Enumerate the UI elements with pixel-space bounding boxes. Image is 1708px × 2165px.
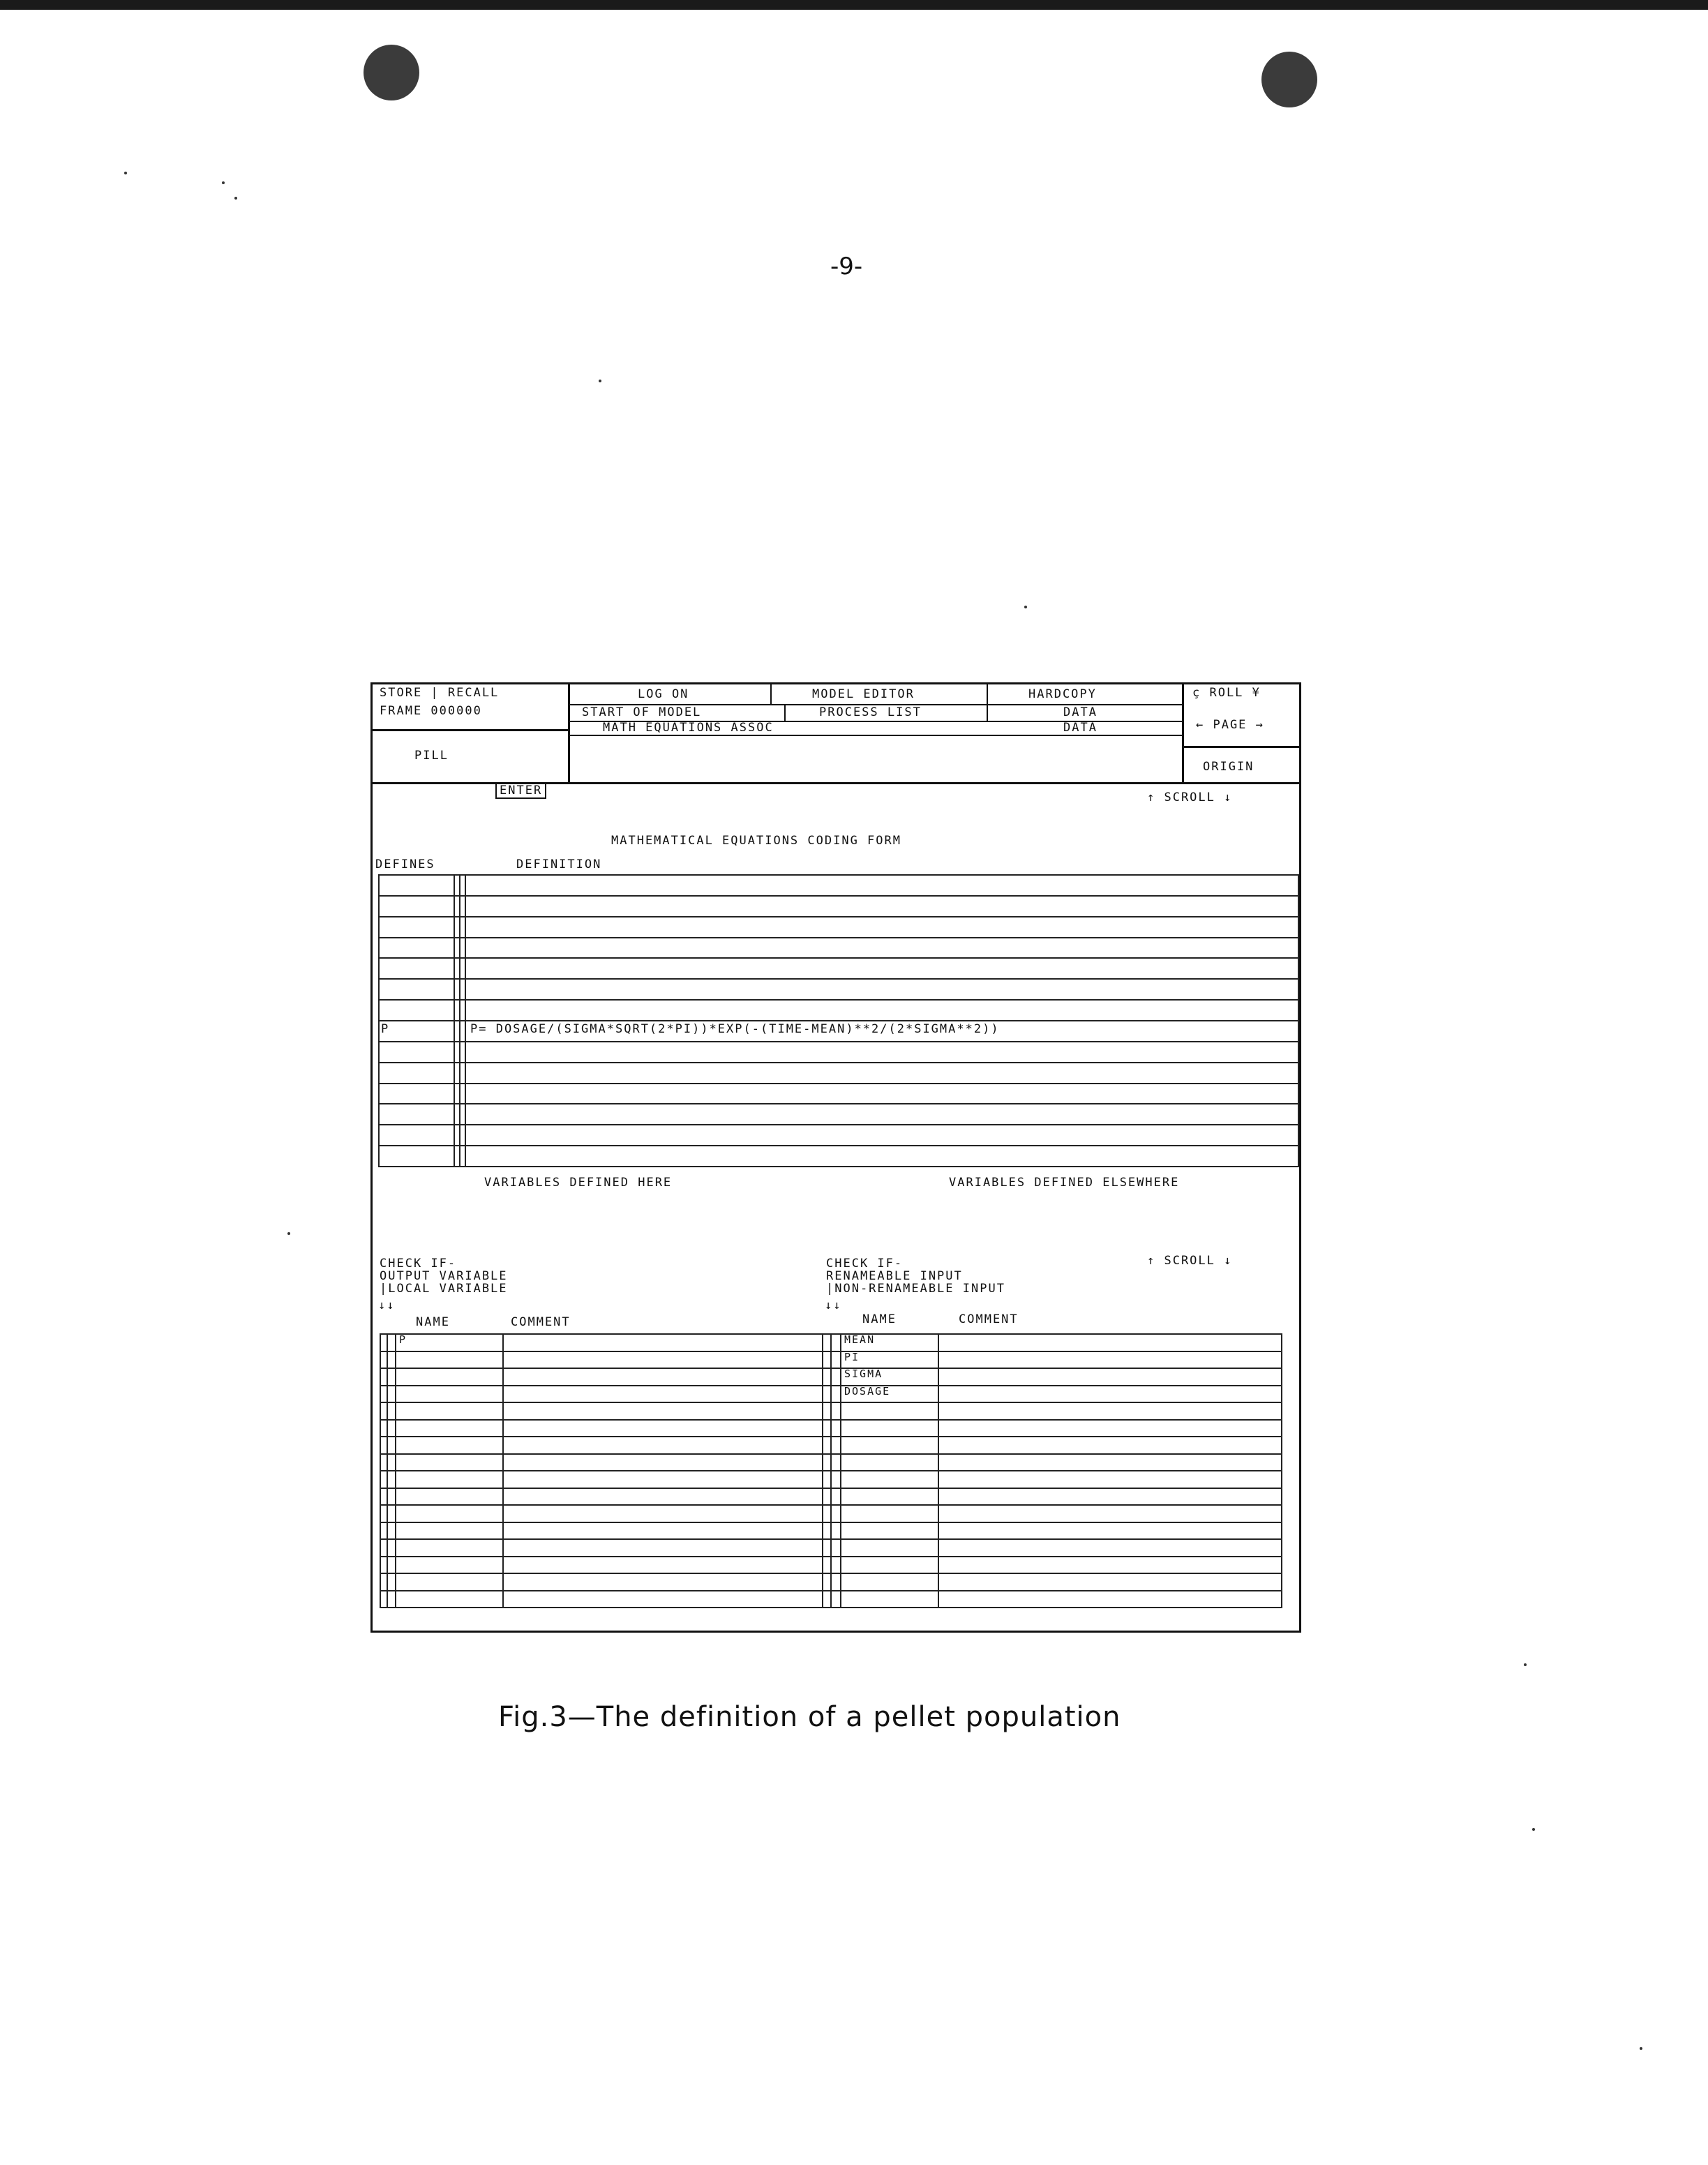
frame-counter: FRAME 000000	[380, 704, 482, 718]
scan-top-edge	[0, 0, 1708, 10]
variable-row-line	[380, 1419, 1282, 1421]
variables-area	[380, 1333, 1282, 1607]
store-recall-button[interactable]: STORE | RECALL	[380, 686, 500, 700]
equation-row-line	[378, 978, 1299, 980]
equation-row-line	[378, 1166, 1299, 1167]
input-variable-name-cell[interactable]: SIGMA	[844, 1368, 883, 1380]
non-renameable-input-label: |NON-RENAMEABLE INPUT	[826, 1282, 1005, 1296]
output-variable-label: OUTPUT VARIABLE	[380, 1269, 508, 1283]
equation-row-line	[378, 957, 1299, 959]
variable-row-line	[380, 1453, 1282, 1455]
scan-speck	[1024, 606, 1027, 608]
variable-row-line	[380, 1436, 1282, 1437]
input-variable-name-cell[interactable]: MEAN	[844, 1333, 876, 1346]
local-variable-name-cell[interactable]: P	[399, 1333, 407, 1346]
model-name: PILL	[414, 749, 449, 763]
equation-row-line	[378, 1145, 1299, 1146]
variable-row-line	[380, 1590, 1282, 1591]
scroll-control-bottom[interactable]: ↑ SCROLL ↓	[1147, 1254, 1233, 1268]
renameable-input-label: RENAMEABLE INPUT	[826, 1269, 963, 1283]
equation-row-line	[378, 1041, 1299, 1042]
terminal-screen	[370, 682, 1301, 1633]
variable-row-line	[380, 1607, 1282, 1608]
equation-row-line	[378, 1083, 1299, 1084]
right-name-header: NAME	[862, 1312, 897, 1326]
equation-row-line	[378, 1020, 1299, 1021]
variable-row-line	[380, 1538, 1282, 1540]
variable-row-line	[380, 1556, 1282, 1557]
equation-defines-cell[interactable]: P	[381, 1022, 390, 1036]
variable-row-line	[380, 1522, 1282, 1523]
scan-speck	[234, 197, 237, 200]
data-label: DATA	[1063, 721, 1098, 735]
right-arrows: ↓↓	[825, 1298, 842, 1312]
roll-button[interactable]: ç ROLL ¥	[1192, 686, 1261, 700]
page-number: -9-	[830, 253, 863, 280]
scan-speck	[1640, 2047, 1642, 2050]
start-of-model-button[interactable]: START OF MODEL	[582, 705, 702, 719]
hardcopy-button[interactable]: HARDCOPY	[1028, 687, 1097, 701]
left-arrows: ↓↓	[378, 1298, 396, 1312]
left-name-header: NAME	[416, 1315, 450, 1329]
right-check-if: CHECK IF-	[826, 1257, 904, 1271]
process-list-button[interactable]: PROCESS LIST	[819, 705, 922, 719]
input-variable-name-cell[interactable]: DOSAGE	[844, 1385, 891, 1398]
input-variable-name-cell[interactable]: PI	[844, 1351, 860, 1363]
left-check-if: CHECK IF-	[380, 1257, 457, 1271]
enter-button[interactable]: ENTER	[495, 782, 546, 799]
variable-row-line	[380, 1488, 1282, 1489]
equation-row-line	[378, 1124, 1299, 1125]
command-menu	[373, 684, 1299, 784]
figure-caption: Fig.3—The definition of a pellet population	[498, 1701, 1121, 1733]
variable-row-line	[380, 1402, 1282, 1403]
variable-row-line	[380, 1573, 1282, 1574]
right-comment-header: COMMENT	[959, 1312, 1019, 1326]
scan-speck	[599, 380, 601, 382]
left-comment-header: COMMENT	[511, 1315, 571, 1329]
equation-row-line	[378, 999, 1299, 1001]
equation-row-line	[378, 937, 1299, 938]
form-title: MATHEMATICAL EQUATIONS CODING FORM	[611, 834, 901, 848]
equation-row-line	[378, 916, 1299, 917]
local-variable-label: |LOCAL VARIABLE	[380, 1282, 508, 1296]
math-equations-button[interactable]: MATH EQUATIONS ASSOC	[603, 721, 774, 735]
equation-row-line	[378, 1103, 1299, 1104]
variable-row-line	[380, 1351, 1282, 1352]
definition-header: DEFINITION	[516, 857, 602, 871]
equation-row-line	[378, 895, 1299, 897]
equation-definition-cell[interactable]: P= DOSAGE/(SIGMA*SQRT(2*PI))*EXP(-(TIME-MEAN)**2/(2*SIGMA**2))	[470, 1022, 1000, 1036]
equation-row-line	[378, 1062, 1299, 1063]
scan-speck	[1532, 1828, 1535, 1831]
defines-header: DEFINES	[375, 857, 435, 871]
vars-defined-here-label: VARIABLES DEFINED HERE	[484, 1176, 673, 1190]
data-button[interactable]: DATA	[1063, 705, 1098, 719]
origin-button[interactable]: ORIGIN	[1203, 760, 1254, 774]
punch-hole-left	[364, 45, 419, 100]
variable-row-line	[380, 1470, 1282, 1471]
punch-hole-right	[1261, 52, 1317, 107]
vars-defined-elsewhere-label: VARIABLES DEFINED ELSEWHERE	[949, 1176, 1180, 1190]
scroll-control-top[interactable]: ↑ SCROLL ↓	[1147, 791, 1233, 804]
variable-row-line	[380, 1385, 1282, 1386]
variable-row-line	[380, 1504, 1282, 1506]
scan-speck	[287, 1232, 290, 1235]
scan-speck	[222, 181, 225, 184]
scan-speck	[124, 172, 127, 174]
equations-table	[378, 874, 1299, 1166]
log-on-button[interactable]: LOG ON	[638, 687, 689, 701]
model-editor-button[interactable]: MODEL EDITOR	[812, 687, 915, 701]
variable-row-line	[380, 1368, 1282, 1369]
page-button[interactable]: ← PAGE →	[1196, 718, 1264, 732]
scan-speck	[1524, 1663, 1527, 1666]
